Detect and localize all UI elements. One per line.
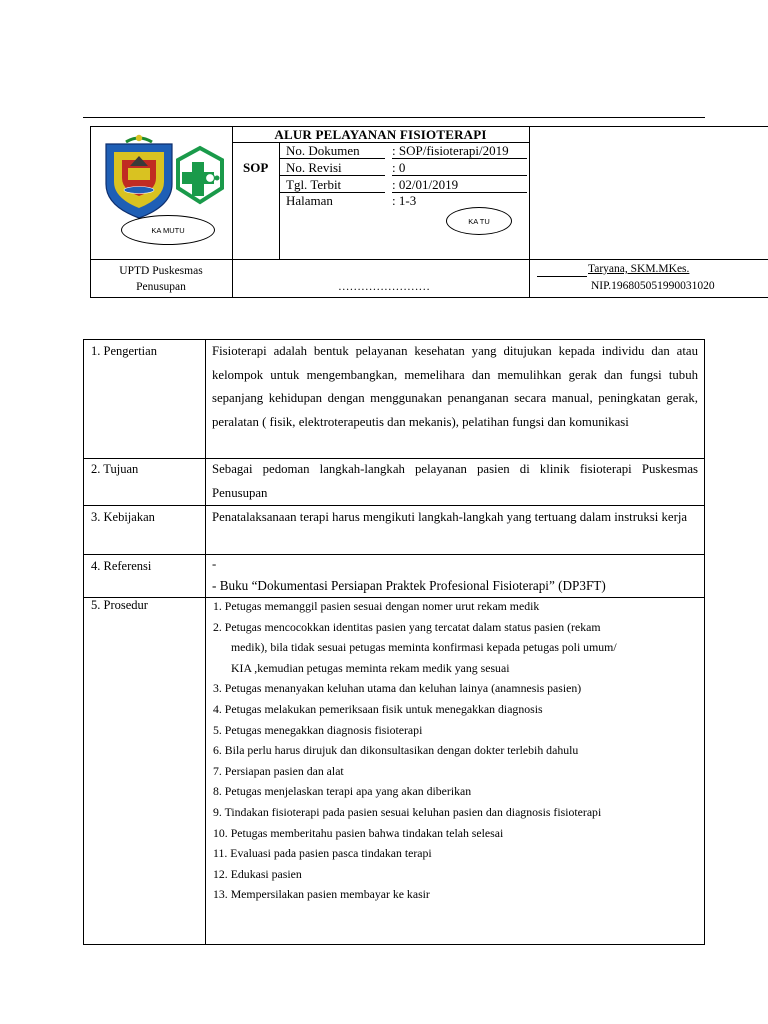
signer-name: Taryana, SKM.MKes.: [588, 263, 690, 275]
sop-col-border: [279, 142, 280, 259]
ka-tu-stamp: [446, 207, 512, 235]
meta-label-no-dokumen: No. Dokumen: [286, 143, 360, 158]
signer-underline: [537, 276, 587, 277]
meta-value-halaman: : 1-3: [392, 193, 417, 208]
prosedur-step: 4. Petugas melakukan pemeriksaan fisik untuk menegakkan diagnosis: [213, 701, 543, 716]
table-bottom-border: [83, 944, 705, 945]
header-mid-border: [90, 259, 768, 260]
prosedur-step-continuation: medik), bila tidak sesuai petugas meminta konfirmasi kepada petugas poli umum/: [231, 640, 617, 655]
signer-nip: NIP.196805051990031020: [591, 280, 715, 292]
meta-underline: [280, 158, 385, 159]
regency-logo-icon: [100, 132, 230, 222]
pengertian-label: 1. Pengertian: [91, 344, 157, 358]
ka-mutu-label: KA MUTU: [151, 225, 185, 235]
prosedur-label: 5. Prosedur: [91, 598, 148, 612]
meta-underline: [280, 175, 385, 176]
signature-dots: ……………………: [338, 281, 430, 293]
meta-underline: [392, 158, 527, 159]
prosedur-step: 6. Bila perlu harus dirujuk dan dikonsultasikan dengan dokter terlebih dahulu: [213, 743, 579, 758]
meta-value-no-dokumen: : SOP/fisioterapi/2019: [392, 143, 509, 158]
referensi-line-2: - Buku “Dokumentasi Persiapan Praktek Profesional Fisioterapi” (DP3FT): [212, 578, 606, 593]
sop-label: SOP: [243, 160, 269, 175]
meta-underline: [392, 192, 527, 193]
prosedur-step: 2. Petugas mencocokkan identitas pasien yang tercatat dalam status pasien (rekam: [213, 619, 601, 634]
header-col3-border: [529, 126, 530, 298]
referensi-label: 4. Referensi: [91, 559, 152, 573]
prosedur-step: 8. Petugas menjelaskan terapi apa yang akan diberikan: [213, 784, 472, 799]
document-title: ALUR PELAYANAN FISIOTERAPI: [274, 127, 487, 142]
prosedur-step: 13. Mempersilakan pasien membayar ke kasir: [213, 887, 430, 902]
prosedur-step: 7. Persiapan pasien dan alat: [213, 763, 344, 778]
prosedur-step: 12. Edukasi pasien: [213, 866, 302, 881]
table-right-border: [704, 339, 705, 945]
prosedur-steps: [213, 596, 699, 905]
meta-underline: [280, 192, 385, 193]
organization-line-2: Penusupan: [136, 281, 186, 293]
kebijakan-text: Penatalaksanaan terapi harus mengikuti langkah-langkah yang tertuang dalam instruksi kerja: [212, 510, 688, 524]
prosedur-step: 10. Petugas memberitahu pasien bahwa tindakan telah selesai: [213, 825, 504, 840]
prosedur-step: 1. Petugas memanggil pasien sesuai dengan nomer urut rekam medik: [213, 599, 540, 613]
pengertian-text: Fisioterapi adalah bentuk pelayanan kesehatan yang ditujukan kepada individu dan atau kelompok untuk mengembangkan, memelihara dan memulihkan gerak dan fungsi tubuh sepanjang kehidupan dengan menggunakan penanganan secara manual, peningkatan gerak, peralatan ( fisik, elektroterapeutis dan mekanis), pelatihan fungsi dan komunikasi: [212, 344, 698, 429]
prosedur-step: 3. Petugas menanyakan keluhan utama dan keluhan lainya (anamnesis pasien): [213, 681, 582, 696]
header-col2-border: [232, 126, 233, 298]
ka-tu-label: KA TU: [468, 216, 490, 226]
prosedur-step: 11. Evaluasi pada pasien pasca tindakan terapi: [213, 846, 432, 861]
top-rule: [83, 117, 705, 118]
prosedur-step: 9. Tindakan fisioterapi pada pasien sesuai keluhan pasien dan diagnosis fisioterapi: [213, 804, 602, 819]
tujuan-text: Sebagai pedoman langkah-langkah pelayanan pasien di klinik fisioterapi Puskesmas Penusupan: [212, 462, 698, 500]
kebijakan-label: 3. Kebijakan: [91, 510, 155, 524]
organization-name: [90, 263, 232, 295]
meta-label-tgl-terbit: Tgl. Terbit: [286, 177, 342, 192]
meta-value-tgl-terbit: : 02/01/2019: [392, 177, 459, 192]
referensi-line-1: -: [212, 557, 217, 571]
prosedur-step: 5. Petugas menegakkan diagnosis fisioterapi: [213, 722, 423, 737]
tujuan-label: 2. Tujuan: [91, 462, 139, 476]
meta-underline: [392, 175, 527, 176]
header-bottom-border: [90, 297, 768, 298]
table-left-border: [83, 339, 84, 945]
ka-mutu-stamp: [121, 215, 215, 245]
prosedur-step-continuation: KIA ,kemudian petugas meminta rekam medik yang sesuai: [231, 660, 510, 675]
organization-line-1: UPTD Puskesmas: [119, 265, 203, 277]
meta-label-no-revisi: No. Revisi: [286, 160, 342, 175]
meta-value-no-revisi: : 0: [392, 160, 406, 175]
table-column-divider: [205, 339, 206, 945]
meta-label-halaman: Halaman: [286, 193, 333, 208]
referensi-text: [212, 554, 698, 596]
